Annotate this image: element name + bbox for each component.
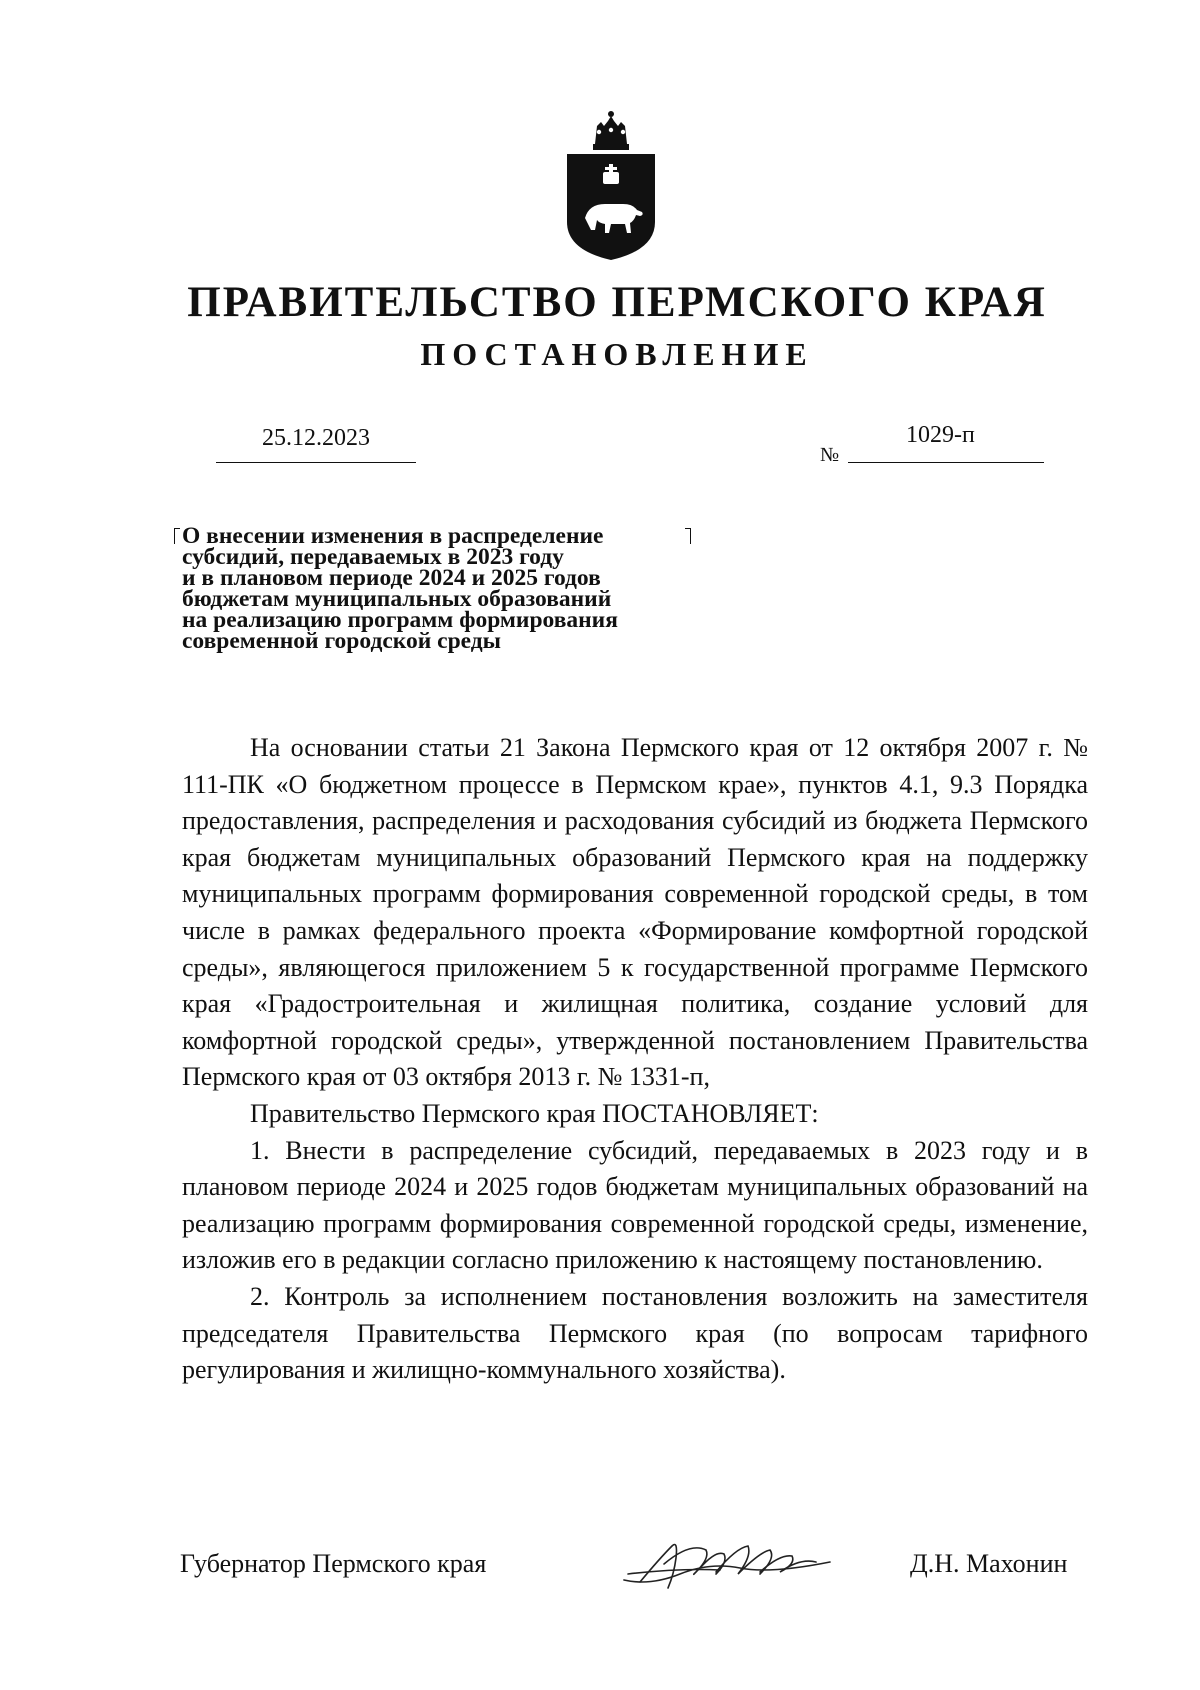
signatory-position: Губернатор Пермского края	[180, 1549, 487, 1578]
number-sign: №	[820, 444, 840, 466]
preamble-paragraph: На основании статьи 21 Закона Пермского края от 12 октября 2007 г. № 111-ПК «О бюджетном процессе в Пермском крае», пунктов 4.1, 9.3 Порядка предоставления, распределения и расходования субсидий из бюджета Пермского края бюджетам муниципальных образований Пермского края на поддержку муниципальных программ формирования современной городской среды, в том числе в рамках федерального проекта «Формирование комфортной городской среды», являющегося приложением 5 к государственной программе Пермского края «Градостроительная и жилищная политика, создание условий для комфортной городской среды», утвержденной постановлением Правительства Пермского края от 03 октября 2013 г. № 1331-п,	[182, 733, 1088, 1092]
number-underline	[848, 462, 1044, 463]
signer-name: Д.Н. Махонин	[910, 1549, 1068, 1578]
date-underline	[216, 462, 416, 463]
subject-line: субсидий, передаваемых в 2023 году	[182, 544, 564, 570]
coat-of-arms-emblem	[563, 110, 659, 260]
subject-line: О внесении изменения в распределение	[182, 523, 604, 549]
crown-icon	[593, 111, 629, 150]
item-1-paragraph: 1. Внести в распределение субсидий, передаваемых в 2023 году и в плановом периоде 2024 и 2025 годов бюджетам муниципальных образований на реализацию программ формирования современной городской среды, изменение, изложив его в редакции согласно приложению к настоящему постановлению.	[182, 1135, 1088, 1275]
document-number: 1029-п	[906, 422, 975, 448]
subject-line: современной городской среды	[182, 628, 502, 654]
subject-line: на реализацию программ формирования	[182, 607, 618, 633]
subject-line: и в плановом периоде 2024 и 2025 годов	[182, 565, 601, 591]
document-subject	[182, 523, 702, 654]
document-date: 25.12.2023	[262, 425, 370, 451]
document-type: ПОСТАНОВЛЕНИЕ	[420, 336, 814, 372]
subject-bracket-left	[174, 528, 180, 544]
subject-bracket-right	[685, 528, 691, 544]
subject-line: бюджетам муниципальных образований	[182, 586, 612, 612]
government-name: ПРАВИТЕЛЬСТВО ПЕРМСКОГО КРАЯ	[187, 279, 1047, 326]
handwritten-signature	[620, 1528, 835, 1598]
decree-line: Правительство Пермского края ПОСТАНОВЛЯЕТ:	[250, 1098, 819, 1128]
item-2-paragraph: 2. Контроль за исполнением постановления возложить на заместителя председателя Правительства Пермского края (по вопросам тарифного регулирования и жилищно-коммунального хозяйства).	[182, 1281, 1088, 1385]
document-body	[182, 730, 1088, 1389]
